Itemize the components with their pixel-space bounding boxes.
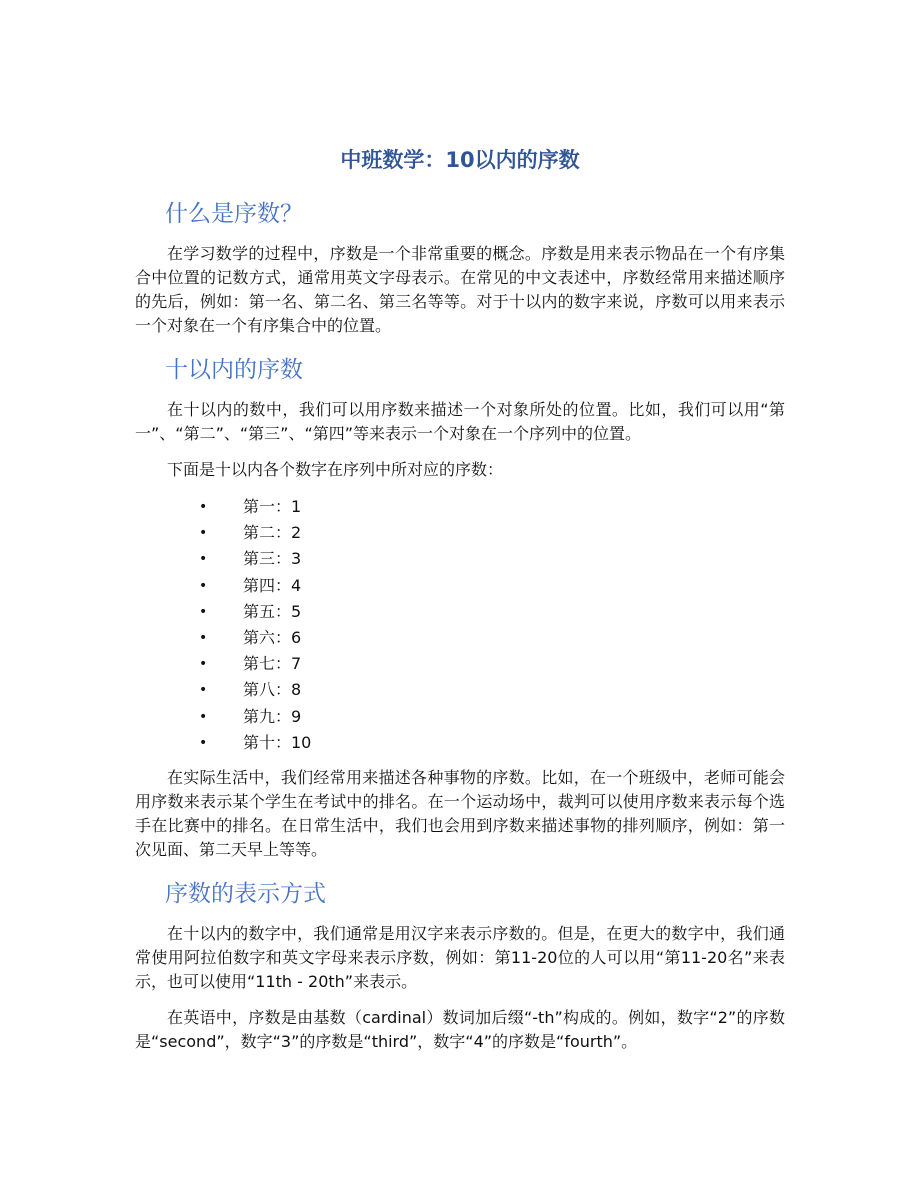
list-item-text: 第五：5 bbox=[243, 601, 302, 621]
bullet-icon: • bbox=[199, 551, 208, 568]
list-item-text: 第一：1 bbox=[243, 497, 302, 516]
paragraph: 在实际生活中，我们经常用来描述各种事物的序数。比如，在一个班级中，老师可能会用序数来表示某个学生在考试中的排名。在一个运动场中，裁判可以使用序数来表示每个选手在比赛中的排名。在日常生活中，我们也会用到序数来描述事物的排列顺序，例如：第一次见面、第二天早上等等。 bbox=[135, 768, 785, 860]
paragraph: 在十以内的数中，我们可以用序数来描述一个对象所处的位置。比如，我们可以用“第一”、“第二”、“第三”、“第四”等来表示一个对象在一个序列中的位置。 bbox=[135, 400, 785, 443]
list-item bbox=[135, 651, 785, 677]
bullet-icon: • bbox=[199, 682, 208, 699]
bullet-icon: • bbox=[199, 577, 208, 594]
document-content bbox=[135, 140, 785, 1066]
bullet-icon: • bbox=[199, 525, 208, 542]
section-heading: 十以内的序数 bbox=[165, 357, 303, 383]
paragraph: 在英语中，序数是由基数（cardinal）数词加后缀“-th”构成的。例如，数字“2”的序数是“second”，数字“3”的序数是“third”，数字“4”的序数是“fourth”。 bbox=[135, 1008, 785, 1052]
section-ordinal-notation bbox=[135, 874, 785, 1054]
list-item-text: 第四：4 bbox=[243, 575, 302, 595]
bullet-icon: • bbox=[199, 499, 208, 515]
list-item-text: 第二：2 bbox=[243, 523, 302, 543]
section-heading: 序数的表示方式 bbox=[165, 881, 326, 908]
list-item-text: 第六：6 bbox=[243, 628, 302, 648]
bullet-icon: • bbox=[199, 603, 208, 620]
list-item-text: 第八：8 bbox=[243, 680, 302, 700]
section-what-is-ordinal bbox=[135, 194, 785, 338]
paragraph: 下面是十以内各个数字在序列中所对应的序数： bbox=[167, 460, 504, 479]
list-item bbox=[135, 599, 785, 625]
bullet-icon: • bbox=[199, 734, 208, 751]
list-item-text: 第十：10 bbox=[243, 732, 312, 752]
document-title: 中班数学：10以内的序数 bbox=[340, 148, 580, 172]
list-item bbox=[135, 573, 785, 599]
list-item bbox=[135, 520, 785, 546]
bullet-icon: • bbox=[199, 656, 208, 673]
bullet-icon: • bbox=[199, 630, 208, 647]
list-item-text: 第三：3 bbox=[243, 549, 302, 569]
ordinal-list bbox=[135, 494, 785, 756]
list-item bbox=[135, 494, 785, 520]
list-item bbox=[135, 546, 785, 572]
section-ordinals-within-ten bbox=[135, 350, 785, 862]
list-item bbox=[135, 704, 785, 730]
bullet-icon: • bbox=[199, 708, 208, 725]
list-item-text: 第七：7 bbox=[243, 654, 302, 674]
section-heading: 什么是序数？ bbox=[165, 201, 303, 227]
list-item bbox=[135, 677, 785, 703]
paragraph: 在学习数学的过程中，序数是一个非常重要的概念。序数是用来表示物品在一个有序集合中位置的记数方式，通常用英文字母表示。在常见的中文表述中，序数经常用来描述顺序的先后，例如：第一名、第二名、第三名等等。对于十以内的数字来说，序数可以用来表示一个对象在一个有序集合中的位置。 bbox=[135, 244, 785, 335]
list-item bbox=[135, 730, 785, 756]
list-item-text: 第九：9 bbox=[243, 706, 302, 726]
paragraph: 在十以内的数字中，我们通常是用汉字来表示序数的。但是，在更大的数字中，我们通常使用阿拉伯数字和英文字母来表示序数，例如：第11-20位的人可以用“第11-20名”来表示，也可以使用“11th - 20th”来表示。 bbox=[135, 924, 785, 992]
list-item bbox=[135, 625, 785, 651]
